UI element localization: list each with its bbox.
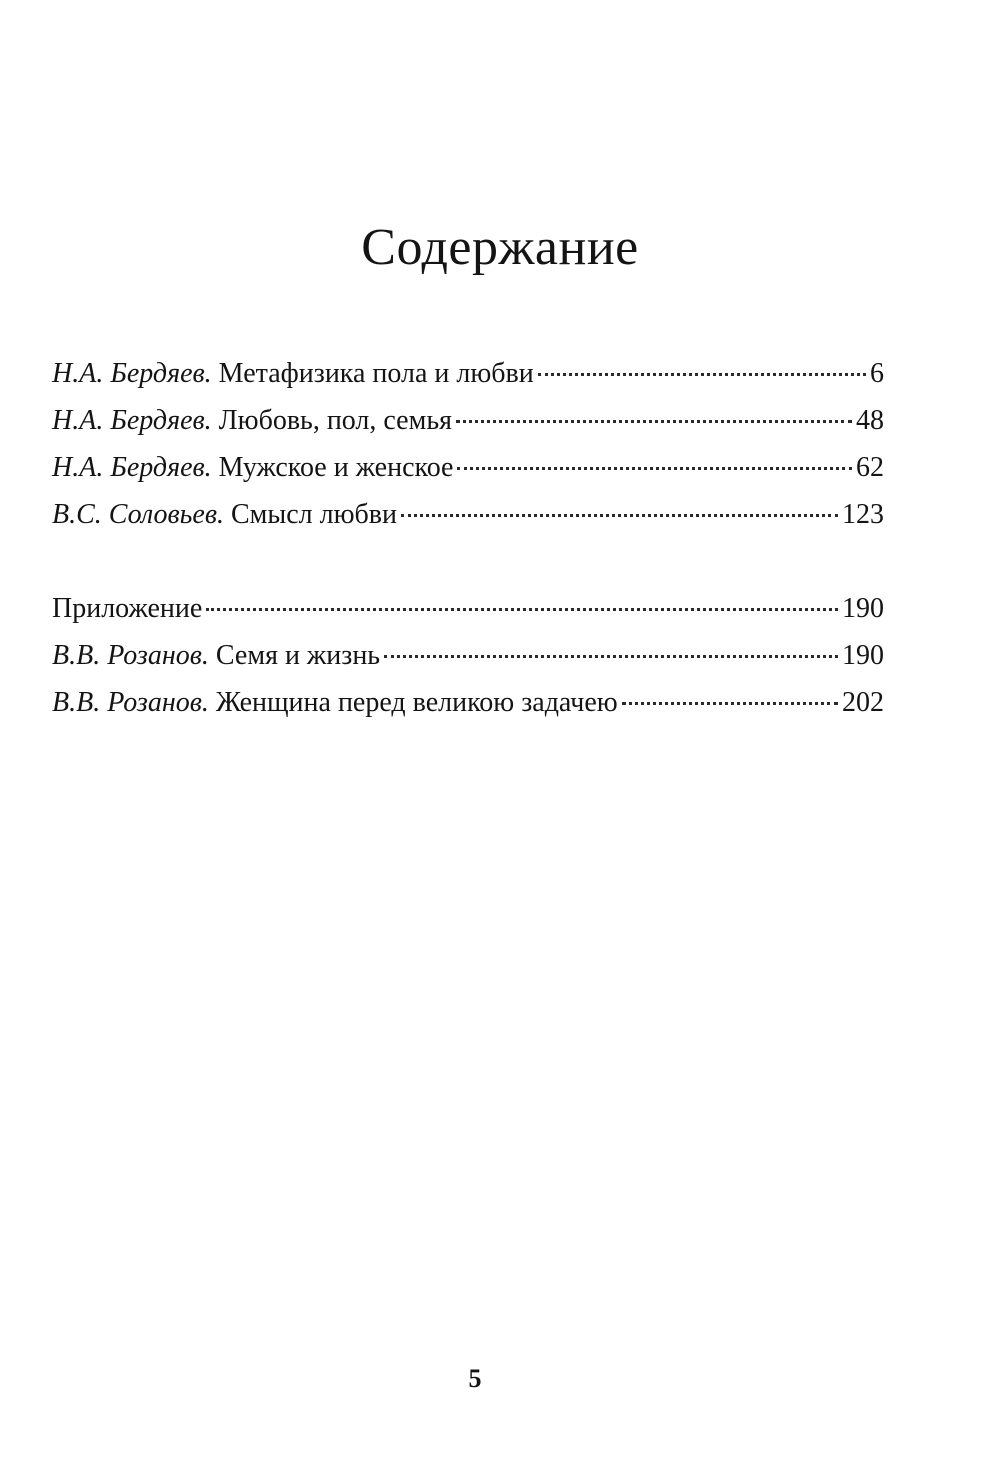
- toc-entry-author: Н.А. Бердяев.: [52, 452, 212, 483]
- dot-leader: [384, 655, 838, 658]
- toc-entry-page: 123: [842, 499, 884, 530]
- table-of-contents-appendix: [52, 585, 884, 726]
- toc-entry-page: 6: [870, 358, 884, 389]
- toc-entry-title: Семя и жизнь: [215, 640, 381, 671]
- table-of-contents-main: [52, 350, 884, 538]
- toc-entry[interactable]: [52, 632, 884, 679]
- toc-entry[interactable]: [52, 679, 884, 726]
- toc-entry-title: Любовь, пол, семья: [218, 405, 452, 436]
- toc-entry-title: Смысл любви: [230, 499, 397, 530]
- page-title: Содержание: [361, 219, 639, 276]
- dot-leader: [538, 373, 866, 376]
- toc-entry[interactable]: [52, 444, 884, 491]
- page-number: 5: [468, 1364, 482, 1393]
- dot-leader: [401, 514, 838, 517]
- toc-entry-author: В.С. Соловьев.: [52, 499, 224, 530]
- toc-entry-title: Мужское и женское: [218, 452, 454, 483]
- toc-entry-title: Женщина перед великою задачею: [215, 687, 618, 718]
- toc-entry-page: 190: [842, 640, 884, 671]
- toc-entry-page: 48: [856, 405, 884, 436]
- toc-entry-page: 190: [842, 593, 884, 624]
- toc-entry[interactable]: [52, 397, 884, 444]
- dot-leader: [622, 702, 838, 705]
- dot-leader: [206, 608, 838, 611]
- dot-leader: [456, 420, 852, 423]
- toc-entry-author: Н.А. Бердяев.: [52, 358, 212, 389]
- toc-entry-page: 62: [856, 452, 884, 483]
- toc-entry[interactable]: [52, 491, 884, 538]
- dot-leader: [457, 467, 852, 470]
- toc-entry-author: В.В. Розанов.: [52, 687, 209, 718]
- toc-entry-author: Н.А. Бердяев.: [52, 405, 212, 436]
- toc-entry-page: 202: [842, 687, 884, 718]
- toc-entry-author: В.В. Розанов.: [52, 640, 209, 671]
- toc-entry[interactable]: [52, 350, 884, 397]
- toc-entry-title: Метафизика пола и любви: [218, 358, 534, 389]
- toc-entry[interactable]: [52, 585, 884, 632]
- toc-entry-title: Приложение: [52, 593, 203, 624]
